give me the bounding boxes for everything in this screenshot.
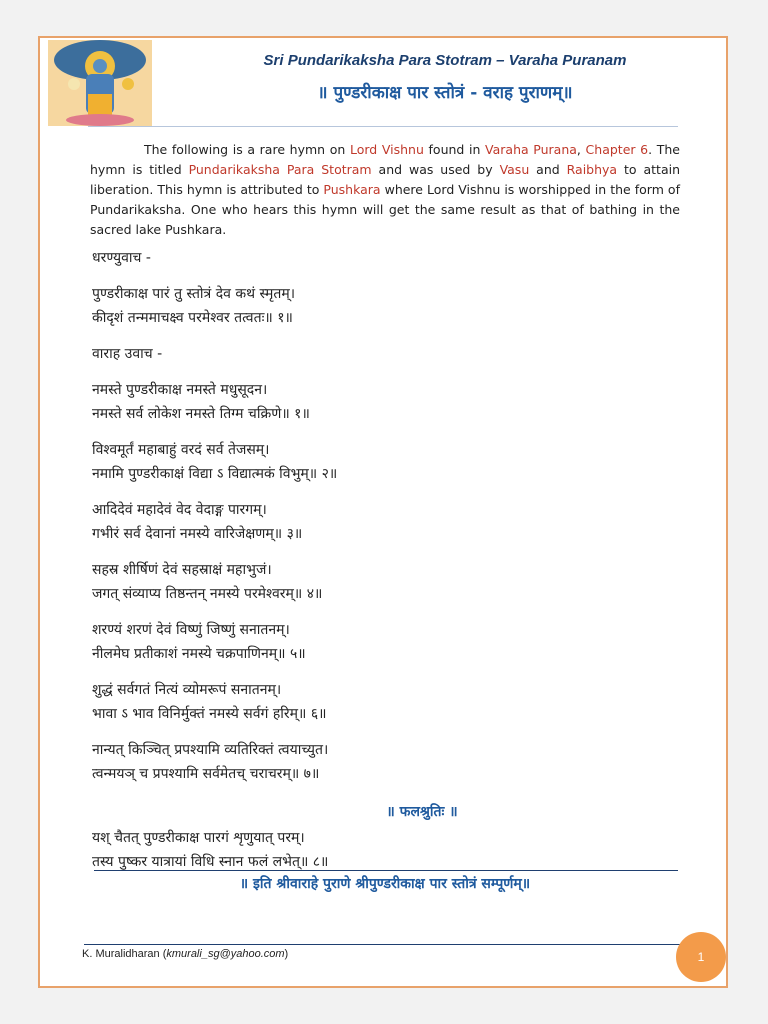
verse-line: वाराह उवाच -: [92, 346, 163, 362]
verse-block: [92, 678, 692, 726]
header-divider: [88, 126, 678, 127]
page-title-english: Sri Pundarikaksha Para Stotram – Varaha Puranam: [263, 52, 627, 69]
verse-block: [92, 438, 692, 486]
phalashruti-heading: ॥ फलश्रुतिः ॥: [386, 804, 458, 820]
highlight-term: Pundarikaksha Para Stotram: [188, 162, 372, 177]
lord-vishnu-image: [48, 40, 152, 126]
footer-divider: [84, 944, 680, 945]
intro-text: . The hymn is titled: [90, 142, 680, 177]
intro-text: and was used by: [371, 162, 500, 177]
verse-line: कीदृशं तन्ममाचक्ष्व परमेश्वर तत्वतः॥ १॥: [92, 310, 293, 326]
verse-line: नीलमेघ प्रतीकाशं नमस्ये चक्रपाणिनम्॥ ५॥: [92, 646, 306, 662]
verse-line: आदिदेवं महादेवं वेद वेदाङ्ग पारगम्।: [92, 502, 267, 518]
verse-line: तस्य पुष्कर यात्रायां विधि स्नान फलं लभेत्॥ ८॥: [92, 854, 329, 870]
highlight-term: Chapter 6: [585, 142, 649, 157]
intro-paragraph: [90, 140, 680, 240]
verse-block: [92, 558, 692, 606]
verse-line: नमस्ते सर्व लोकेश नमस्ते तिग्म चक्रिणे॥ १॥: [92, 406, 310, 422]
verse-block: [92, 342, 692, 366]
verse-line: यश् चैतत् पुण्डरीकाक्ष पारगं शृणुयात् परम्।: [92, 830, 305, 846]
page-title-sanskrit: ॥ पुण्डरीकाक्ष पार स्तोत्रं - वराह पुराणम्॥: [317, 83, 573, 103]
closing-divider: [94, 870, 678, 871]
verse-line: नमामि पुण्डरीकाक्षं विद्या ऽ विद्यात्मकं विभुम्॥ २॥: [92, 466, 338, 482]
page-number-badge: 1: [676, 932, 726, 982]
verse-line: शुद्धं सर्वगतं नित्यं व्योमरूपं सनातनम्।: [92, 682, 282, 698]
verse-block: [92, 498, 692, 546]
highlight-term: Lord Vishnu: [349, 142, 424, 157]
intro-text: where Lord Vishnu is worshipped in the form of Pundarikaksha. One who hears this hymn will get the same result as that of bathing in the sacred lake Pushkara.: [90, 182, 680, 237]
intro-text: ,: [576, 142, 586, 157]
highlight-term: Raibhya: [566, 162, 618, 177]
highlight-term: Vasu: [499, 162, 530, 177]
verse-line: नमस्ते पुण्डरीकाक्ष नमस्ते मधुसूदन।: [92, 382, 268, 398]
verse-block: [92, 246, 692, 270]
verse-line: सहस्र शीर्षिणं देवं सहस्राक्षं महाभुजं।: [92, 562, 272, 578]
author-email: kmurali_sg@yahoo.com: [166, 948, 285, 960]
verse-line: नान्यत् किञ्चित् प्रपश्यामि व्यतिरिक्तं त्वयाच्युत।: [92, 742, 329, 758]
verse-line: धरण्युवाच -: [92, 250, 151, 266]
verses-section: [92, 246, 692, 874]
verse-block: [92, 378, 692, 426]
verse-line: शरण्यं शरणं देवं विष्णुं जिष्णुं सनातनम्।: [92, 622, 290, 638]
intro-text: found in: [423, 142, 486, 157]
highlight-term: Pushkara: [323, 182, 381, 197]
verse-line: पुण्डरीकाक्ष पारं तु स्तोत्रं देव कथं स्मृतम्।: [92, 286, 296, 302]
verse-line: भावा ऽ भाव विनिर्मुक्तं नमस्ये सर्वगं हरिम्॥ ६॥: [92, 706, 327, 722]
intro-text: to attain liberation. This hymn is attributed to: [90, 162, 681, 197]
document-page: [38, 36, 728, 988]
verse-block: [92, 282, 692, 330]
verse-line: जगत् संव्याप्य तिष्ठन्तन् नमस्ये परमेश्वरम्॥ ४॥: [92, 586, 323, 602]
verse-line: विश्वमूर्तं महाबाहुं वरदं सर्व तेजसम्।: [92, 442, 270, 458]
intro-text: and: [529, 162, 567, 177]
verse-line: त्वन्मयञ् च प्रपश्यामि सर्वमेतच् चराचरम्॥ ७॥: [92, 766, 320, 782]
highlight-term: Varaha Purana: [485, 142, 577, 157]
closing-line: ॥ इति श्रीवाराहे पुराणे श्रीपुण्डरीकाक्ष पार स्तोत्रं सम्पूर्णम्॥: [239, 876, 531, 892]
verse-block: [92, 738, 692, 786]
intro-text: The following is a rare hymn on: [144, 142, 350, 157]
verse-block: [92, 618, 692, 666]
footer-author: K. Muralidharan (kmurali_sg@yahoo.com): [82, 948, 289, 960]
verse-line: गभीरं सर्व देवानां नमस्ये वारिजेक्षणम्॥ ३॥: [92, 526, 303, 542]
